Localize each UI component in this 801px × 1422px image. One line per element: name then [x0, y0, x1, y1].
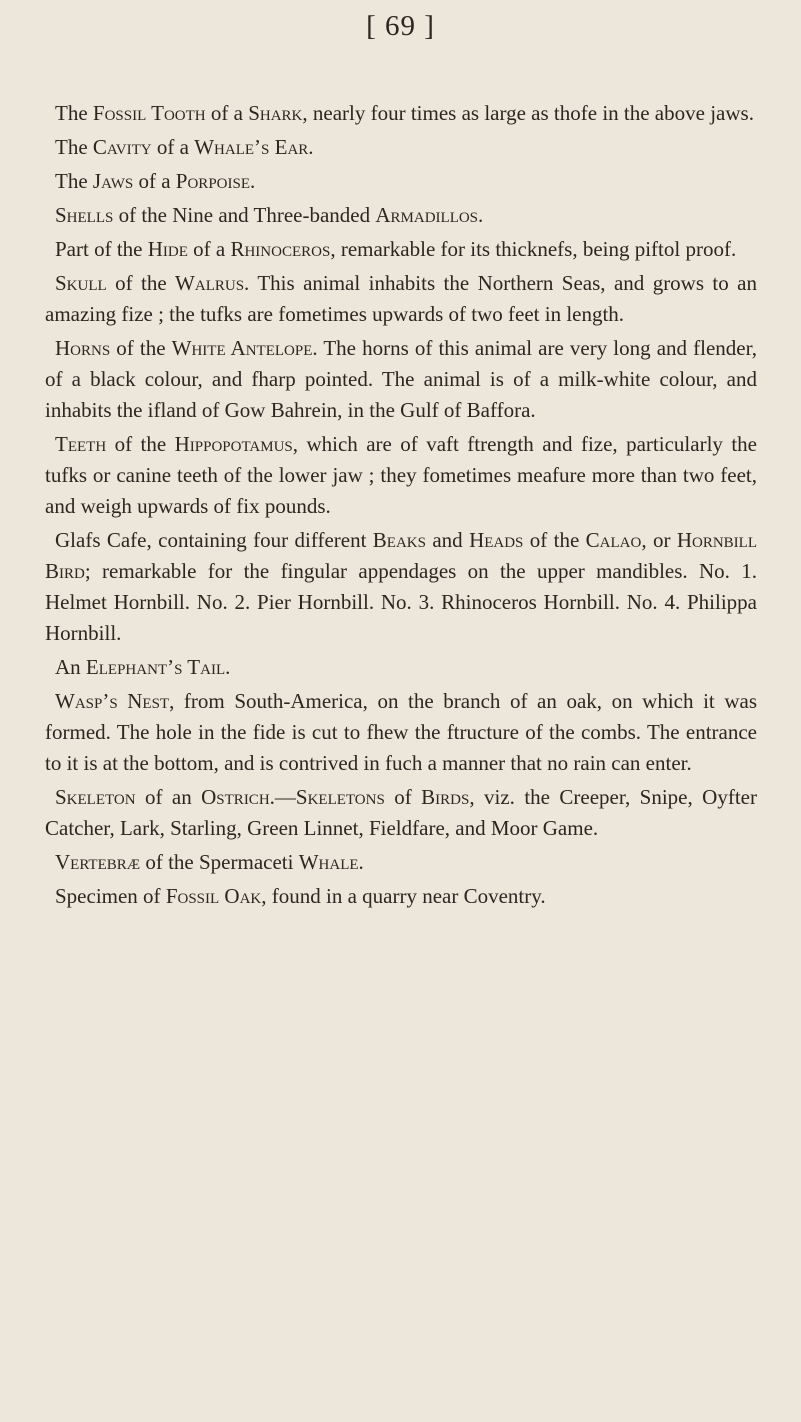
entry-text: of the — [106, 271, 176, 295]
entry-antelope-horns — [45, 333, 757, 426]
entry-keyword: Birds — [421, 785, 470, 809]
entry-text: An — [55, 655, 86, 679]
entry-text: , viz. the Creeper, Snipe, Oyfter Catcher, Lark, Starling, Green Linnet, Fieldfare, and Moor Game. — [45, 785, 757, 840]
entry-keyword: Vertebræ — [55, 850, 141, 874]
entry-text: of the — [106, 432, 175, 456]
entry-keyword: Jaws — [92, 169, 134, 193]
entry-hornbill-beaks — [45, 525, 757, 649]
entry-text: The — [55, 101, 93, 125]
entry-text: , nearly four times as large as thofe in the above jaws. — [302, 101, 754, 125]
entry-keyword: Cavity — [92, 135, 152, 159]
entry-text: The — [55, 169, 93, 193]
entry-elephant-tail — [45, 652, 757, 683]
entry-text: . — [225, 655, 231, 679]
entry-keyword: Rhinoceros — [230, 237, 331, 261]
entry-keyword: Elephant’s Tail — [85, 655, 226, 679]
entry-text: . — [358, 850, 364, 874]
entry-keyword: Armadillos — [375, 203, 479, 227]
entry-text: The — [55, 135, 93, 159]
entry-text: .— — [269, 785, 296, 809]
entry-text: . — [308, 135, 314, 159]
entry-text: Specimen of — [55, 884, 166, 908]
entry-keyword: Teeth — [55, 432, 107, 456]
entry-keyword: Skeletons — [295, 785, 385, 809]
entry-fossil-oak — [45, 881, 757, 912]
entry-keyword: Shark — [248, 101, 303, 125]
entry-text: . — [478, 203, 484, 227]
entry-text: , or — [641, 528, 677, 552]
entry-text: of a — [205, 101, 249, 125]
entry-keyword: Porpoise — [175, 169, 250, 193]
entry-skeletons — [45, 782, 757, 844]
entry-text: , which are of vaft ftrength and fize, particularly the tufks or canine teeth of the lower jaw ; they fometimes meafure more than two feet, and weigh upwards of fix pounds. — [45, 432, 757, 518]
entry-text: , found in a quarry near Coventry. — [261, 884, 546, 908]
page-number: [ 69 ] — [366, 10, 435, 42]
entry-text: Glafs Cafe, containing four different — [55, 528, 373, 552]
entry-keyword: White Antelope — [171, 336, 313, 360]
entry-whale-vertebrae — [45, 847, 757, 878]
entry-porpoise-jaws — [45, 166, 757, 197]
entry-keyword: Fossil Oak — [165, 884, 262, 908]
entry-shark-tooth — [45, 98, 757, 129]
entry-keyword: Hide — [147, 237, 188, 261]
entry-whale-ear — [45, 132, 757, 163]
entry-text: of the — [110, 336, 172, 360]
entry-armadillo-shells — [45, 200, 757, 231]
entry-text: . The horns of this animal are very long and flender, of a black colour, and fharp pointed. The animal is of a milk-white colour, and inhabits the ifland of Gow Bahrein, in the Gulf of Baffora. — [45, 336, 758, 422]
entry-keyword: Heads — [469, 528, 524, 552]
entry-text: . — [250, 169, 256, 193]
entry-text: . This animal inhabits the Northern Seas, and grows to an amazing fize ; the tufks are fometimes upwards of two feet in length. — [45, 271, 757, 326]
entry-rhinoceros-hide — [45, 234, 757, 265]
entry-text: of a — [133, 169, 176, 193]
entry-keyword: Calao — [585, 528, 642, 552]
entry-text: of the Nine and Three-banded — [113, 203, 376, 227]
entry-walrus-skull — [45, 268, 757, 330]
entry-keyword: Wasp’s Nest — [55, 689, 170, 713]
entry-keyword: Horns — [55, 336, 111, 360]
entry-keyword: Whale’s Ear — [194, 135, 309, 159]
entry-keyword: Skeleton — [55, 785, 136, 809]
entry-keyword: Hornbill Bird — [45, 528, 758, 583]
entry-text: , remarkable for its thicknefs, being piftol proof. — [330, 237, 737, 261]
entry-text: , from South-America, on the branch of an oak, on which it was formed. The hole in the fide is cut to fhew the ftructure of the combs. The entrance to it is at the bottom, and is contrived in fuch a manner that no rain can enter. — [45, 689, 757, 775]
entry-text: ; remarkable for the fingular appendages on the upper mandibles. No. 1. Helmet Hornbill. No. 2. Pier Hornbill. No. 3. Rhinoceros Hornbill. No. 4. Philippa Hornbill. — [45, 559, 757, 645]
entry-keyword: Beaks — [372, 528, 426, 552]
entry-hippopotamus-teeth — [45, 429, 757, 522]
entry-keyword: Hippopotamus — [174, 432, 293, 456]
entry-keyword: Ostrich — [201, 785, 270, 809]
entry-keyword: Fossil Tooth — [92, 101, 206, 125]
entry-keyword: Shells — [55, 203, 114, 227]
entry-keyword: Walrus — [175, 271, 245, 295]
entry-text: of a — [151, 135, 195, 159]
entry-text: of an — [135, 785, 202, 809]
entry-text: Part of the — [55, 237, 148, 261]
entry-keyword: Skull — [55, 271, 107, 295]
entry-text: of the — [523, 528, 586, 552]
entry-text: of a — [187, 237, 231, 261]
entry-wasp-nest — [45, 686, 757, 779]
entry-keyword: Whale — [298, 850, 359, 874]
entry-text: of the Spermaceti — [140, 850, 299, 874]
entry-text: and — [425, 528, 470, 552]
catalogue-entries — [45, 98, 757, 915]
entry-text: of — [384, 785, 422, 809]
